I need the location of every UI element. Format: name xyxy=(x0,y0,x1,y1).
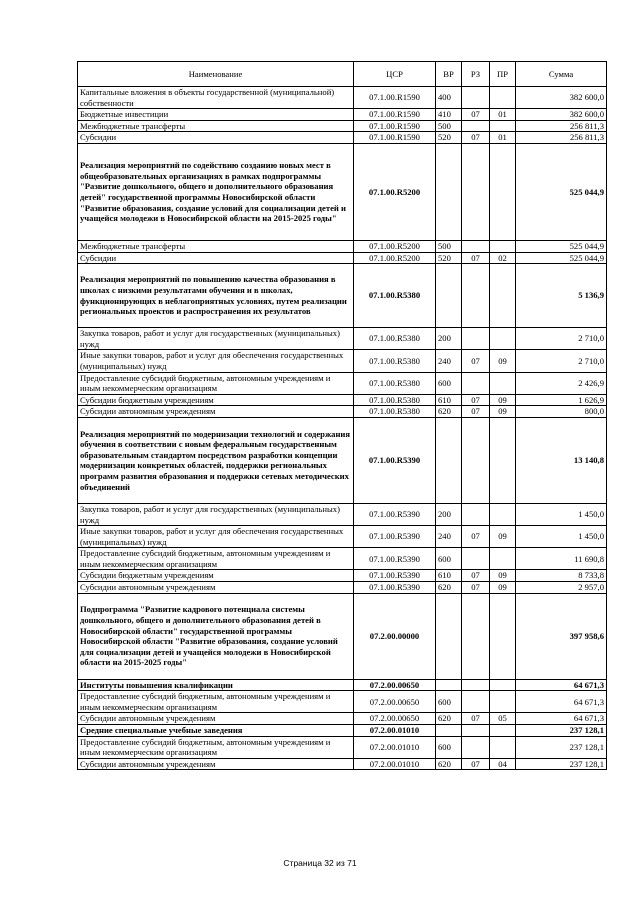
table-row xyxy=(78,350,607,372)
page-number: Страница 32 из 71 xyxy=(283,858,357,868)
table-row xyxy=(78,87,607,109)
cell-sum: 256 811,3 xyxy=(516,132,607,144)
cell-vr: 410 xyxy=(436,109,462,121)
cell-name: Закупка товаров, работ и услуг для государственных (муниципальных) нужд xyxy=(78,328,354,350)
table-body xyxy=(78,87,607,770)
cell-name: Иные закупки товаров, работ и услуг для обеспечения государственных (муниципальных) нужд xyxy=(78,350,354,372)
cell-csr: 07.1.00.R5380 xyxy=(354,394,436,406)
cell-sum: 1 450,0 xyxy=(516,526,607,548)
cell-pr: 02 xyxy=(490,252,516,264)
cell-csr: 07.1.00.R5390 xyxy=(354,503,436,525)
cell-vr: 200 xyxy=(436,328,462,350)
cell-pr xyxy=(490,503,516,525)
cell-sum: 8 733,8 xyxy=(516,570,607,582)
cell-rz: 07 xyxy=(462,252,490,264)
cell-sum: 2 710,0 xyxy=(516,328,607,350)
cell-sum: 525 044,9 xyxy=(516,143,607,240)
cell-sum: 397 958,6 xyxy=(516,593,607,679)
cell-vr xyxy=(436,725,462,737)
cell-name: Межбюджетные трансферты xyxy=(78,120,354,132)
cell-rz xyxy=(462,691,490,713)
cell-name: Субсидии бюджетным учреждениям xyxy=(78,394,354,406)
cell-name: Предоставление субсидий бюджетным, автономным учреждениям и иным некоммерческим организациям xyxy=(78,372,354,394)
cell-csr: 07.1.00.R5390 xyxy=(354,582,436,594)
table-row xyxy=(78,372,607,394)
cell-pr: 05 xyxy=(490,713,516,725)
cell-vr: 620 xyxy=(436,758,462,770)
cell-csr: 07.1.00.R5200 xyxy=(354,252,436,264)
cell-pr xyxy=(490,328,516,350)
header-sum: Сумма xyxy=(516,62,607,87)
cell-csr: 07.1.00.R5380 xyxy=(354,264,436,328)
table-row xyxy=(78,328,607,350)
cell-name: Подпрограмма "Развитие кадрового потенциала системы дошкольного, общего и дополнительного образования детей в Новосибирской области" государственной программы Новосибирской области "Развитие образования, создание условий для социализации детей и учащейся молодежи в Новосибирской области на 2015-2025 годы" xyxy=(78,593,354,679)
cell-name: Институты повышения квалификации xyxy=(78,679,354,691)
cell-vr: 600 xyxy=(436,736,462,758)
cell-vr: 400 xyxy=(436,87,462,109)
cell-name: Реализация мероприятий по содействию созданию новых мест в общеобразовательных организациях в рамках подпрограммы "Развитие дошкольного, общего и дополнительного образования детей" государственной программы Новосибирской области "Развитие образования, создание условий для социализации детей и учащейся молодежи в Новосибирской области на 2015-2025 годы" xyxy=(78,143,354,240)
cell-sum: 64 671,3 xyxy=(516,713,607,725)
cell-csr: 07.1.00.R1590 xyxy=(354,87,436,109)
cell-rz xyxy=(462,593,490,679)
cell-pr: 09 xyxy=(490,526,516,548)
cell-csr: 07.2.00.01010 xyxy=(354,736,436,758)
cell-pr: 09 xyxy=(490,350,516,372)
cell-vr: 620 xyxy=(436,582,462,594)
cell-sum: 525 044,9 xyxy=(516,240,607,252)
table-row xyxy=(78,570,607,582)
cell-pr xyxy=(490,372,516,394)
table-row xyxy=(78,143,607,240)
table-row xyxy=(78,394,607,406)
cell-csr: 07.2.00.01010 xyxy=(354,758,436,770)
cell-sum: 2 957,0 xyxy=(516,582,607,594)
cell-sum: 237 128,1 xyxy=(516,725,607,737)
table-row xyxy=(78,264,607,328)
cell-vr: 610 xyxy=(436,570,462,582)
header-name: Наименование xyxy=(78,62,354,87)
table-row xyxy=(78,109,607,121)
cell-pr xyxy=(490,240,516,252)
table-row xyxy=(78,725,607,737)
cell-rz: 07 xyxy=(462,109,490,121)
table-row xyxy=(78,120,607,132)
table-row xyxy=(78,758,607,770)
cell-name: Реализация мероприятий по повышению качества образования в школах с низкими результатами обучения и в школах, функционирующих в неблагоприятных условиях, путем реализации региональных проектов и распространения их результатов xyxy=(78,264,354,328)
cell-sum: 237 128,1 xyxy=(516,758,607,770)
cell-rz xyxy=(462,679,490,691)
cell-rz xyxy=(462,240,490,252)
cell-csr: 07.1.00.R1590 xyxy=(354,132,436,144)
cell-vr: 620 xyxy=(436,406,462,418)
cell-rz: 07 xyxy=(462,394,490,406)
cell-rz xyxy=(462,87,490,109)
cell-name: Закупка товаров, работ и услуг для государственных (муниципальных) нужд xyxy=(78,503,354,525)
cell-pr xyxy=(490,120,516,132)
cell-name: Субсидии xyxy=(78,252,354,264)
cell-sum: 13 140,8 xyxy=(516,417,607,503)
cell-name: Реализация мероприятий по модернизации технологий и содержания обучения в соответствии с новым федеральным государственным образовательным стандартом посредством разработки концепции модернизации конкретных областей, поддержки региональных программ развития образования и поддержки сетевых методических объединений xyxy=(78,417,354,503)
cell-csr: 07.1.00.R5390 xyxy=(354,548,436,570)
table-row xyxy=(78,713,607,725)
cell-csr: 07.1.00.R5200 xyxy=(354,240,436,252)
cell-rz xyxy=(462,264,490,328)
cell-name: Предоставление субсидий бюджетным, автономным учреждениям и иным некоммерческим организациям xyxy=(78,548,354,570)
cell-vr: 520 xyxy=(436,132,462,144)
cell-name: Субсидии бюджетным учреждениям xyxy=(78,570,354,582)
cell-csr: 07.2.00.00650 xyxy=(354,679,436,691)
cell-vr xyxy=(436,264,462,328)
table-row xyxy=(78,417,607,503)
header-rz: РЗ xyxy=(462,62,490,87)
cell-pr xyxy=(490,87,516,109)
cell-csr: 07.2.00.00000 xyxy=(354,593,436,679)
table-row xyxy=(78,593,607,679)
cell-pr xyxy=(490,725,516,737)
cell-pr xyxy=(490,593,516,679)
cell-sum: 382 600,0 xyxy=(516,87,607,109)
table-row xyxy=(78,503,607,525)
cell-vr: 610 xyxy=(436,394,462,406)
cell-rz: 07 xyxy=(462,526,490,548)
cell-name: Средние специальные учебные заведения xyxy=(78,725,354,737)
table-row xyxy=(78,679,607,691)
cell-rz xyxy=(462,143,490,240)
cell-name: Капитальные вложения в объекты государственной (муниципальной) собственности xyxy=(78,87,354,109)
table-header xyxy=(78,62,607,87)
header-vr: ВР xyxy=(436,62,462,87)
cell-pr xyxy=(490,736,516,758)
table-row xyxy=(78,132,607,144)
cell-sum: 5 136,9 xyxy=(516,264,607,328)
cell-vr: 600 xyxy=(436,372,462,394)
cell-name: Предоставление субсидий бюджетным, автономным учреждениям и иным некоммерческим организациям xyxy=(78,691,354,713)
cell-name: Субсидии автономным учреждениям xyxy=(78,758,354,770)
cell-sum: 64 671,3 xyxy=(516,679,607,691)
cell-pr xyxy=(490,143,516,240)
cell-csr: 07.2.00.01010 xyxy=(354,725,436,737)
cell-name: Межбюджетные трансферты xyxy=(78,240,354,252)
cell-pr xyxy=(490,679,516,691)
table-row xyxy=(78,252,607,264)
header-csr: ЦСР xyxy=(354,62,436,87)
table-row xyxy=(78,691,607,713)
table-row xyxy=(78,526,607,548)
cell-vr xyxy=(436,143,462,240)
cell-name: Бюджетные инвестиции xyxy=(78,109,354,121)
cell-csr: 07.1.00.R5390 xyxy=(354,526,436,548)
cell-rz xyxy=(462,548,490,570)
cell-rz xyxy=(462,725,490,737)
cell-csr: 07.1.00.R5390 xyxy=(354,570,436,582)
cell-rz xyxy=(462,120,490,132)
cell-csr: 07.1.00.R5380 xyxy=(354,328,436,350)
cell-vr xyxy=(436,679,462,691)
cell-rz: 07 xyxy=(462,713,490,725)
cell-sum: 2 426,9 xyxy=(516,372,607,394)
cell-vr: 500 xyxy=(436,120,462,132)
cell-vr: 600 xyxy=(436,548,462,570)
cell-pr: 04 xyxy=(490,758,516,770)
cell-name: Субсидии автономным учреждениям xyxy=(78,406,354,418)
cell-pr: 01 xyxy=(490,132,516,144)
cell-name: Субсидии автономным учреждениям xyxy=(78,582,354,594)
cell-name: Иные закупки товаров, работ и услуг для обеспечения государственных (муниципальных) нужд xyxy=(78,526,354,548)
cell-sum: 800,0 xyxy=(516,406,607,418)
cell-sum: 2 710,0 xyxy=(516,350,607,372)
cell-vr: 600 xyxy=(436,691,462,713)
budget-table xyxy=(77,61,607,770)
cell-pr: 09 xyxy=(490,582,516,594)
cell-pr: 09 xyxy=(490,570,516,582)
cell-rz: 07 xyxy=(462,350,490,372)
cell-csr: 07.1.00.R1590 xyxy=(354,120,436,132)
header-pr: ПР xyxy=(490,62,516,87)
cell-rz: 07 xyxy=(462,758,490,770)
cell-rz xyxy=(462,417,490,503)
cell-name: Субсидии xyxy=(78,132,354,144)
cell-rz: 07 xyxy=(462,582,490,594)
cell-vr xyxy=(436,593,462,679)
cell-rz xyxy=(462,372,490,394)
cell-rz: 07 xyxy=(462,406,490,418)
cell-csr: 07.2.00.00650 xyxy=(354,691,436,713)
cell-csr: 07.1.00.R5390 xyxy=(354,417,436,503)
cell-rz xyxy=(462,503,490,525)
cell-vr: 500 xyxy=(436,240,462,252)
table-row xyxy=(78,582,607,594)
cell-vr: 200 xyxy=(436,503,462,525)
cell-csr: 07.1.00.R5380 xyxy=(354,406,436,418)
cell-sum: 237 128,1 xyxy=(516,736,607,758)
cell-vr xyxy=(436,417,462,503)
cell-pr xyxy=(490,691,516,713)
cell-rz xyxy=(462,328,490,350)
header-row xyxy=(78,62,607,87)
cell-vr: 520 xyxy=(436,252,462,264)
cell-pr: 01 xyxy=(490,109,516,121)
cell-csr: 07.2.00.00650 xyxy=(354,713,436,725)
cell-pr: 09 xyxy=(490,394,516,406)
cell-sum: 1 450,0 xyxy=(516,503,607,525)
cell-sum: 11 690,8 xyxy=(516,548,607,570)
cell-csr: 07.1.00.R5380 xyxy=(354,372,436,394)
cell-vr: 240 xyxy=(436,350,462,372)
cell-csr: 07.1.00.R1590 xyxy=(354,109,436,121)
table-row xyxy=(78,406,607,418)
cell-sum: 64 671,3 xyxy=(516,691,607,713)
table-row xyxy=(78,736,607,758)
cell-vr: 620 xyxy=(436,713,462,725)
cell-sum: 256 811,3 xyxy=(516,120,607,132)
cell-name: Субсидии автономным учреждениям xyxy=(78,713,354,725)
cell-rz: 07 xyxy=(462,132,490,144)
cell-rz: 07 xyxy=(462,570,490,582)
cell-rz xyxy=(462,736,490,758)
cell-pr xyxy=(490,417,516,503)
table-row xyxy=(78,548,607,570)
cell-csr: 07.1.00.R5200 xyxy=(354,143,436,240)
cell-sum: 1 626,9 xyxy=(516,394,607,406)
cell-sum: 382 600,0 xyxy=(516,109,607,121)
cell-vr: 240 xyxy=(436,526,462,548)
cell-name: Предоставление субсидий бюджетным, автономным учреждениям и иным некоммерческим организациям xyxy=(78,736,354,758)
cell-pr xyxy=(490,548,516,570)
table-row xyxy=(78,240,607,252)
cell-pr xyxy=(490,264,516,328)
cell-pr: 09 xyxy=(490,406,516,418)
cell-csr: 07.1.00.R5380 xyxy=(354,350,436,372)
cell-sum: 525 044,9 xyxy=(516,252,607,264)
